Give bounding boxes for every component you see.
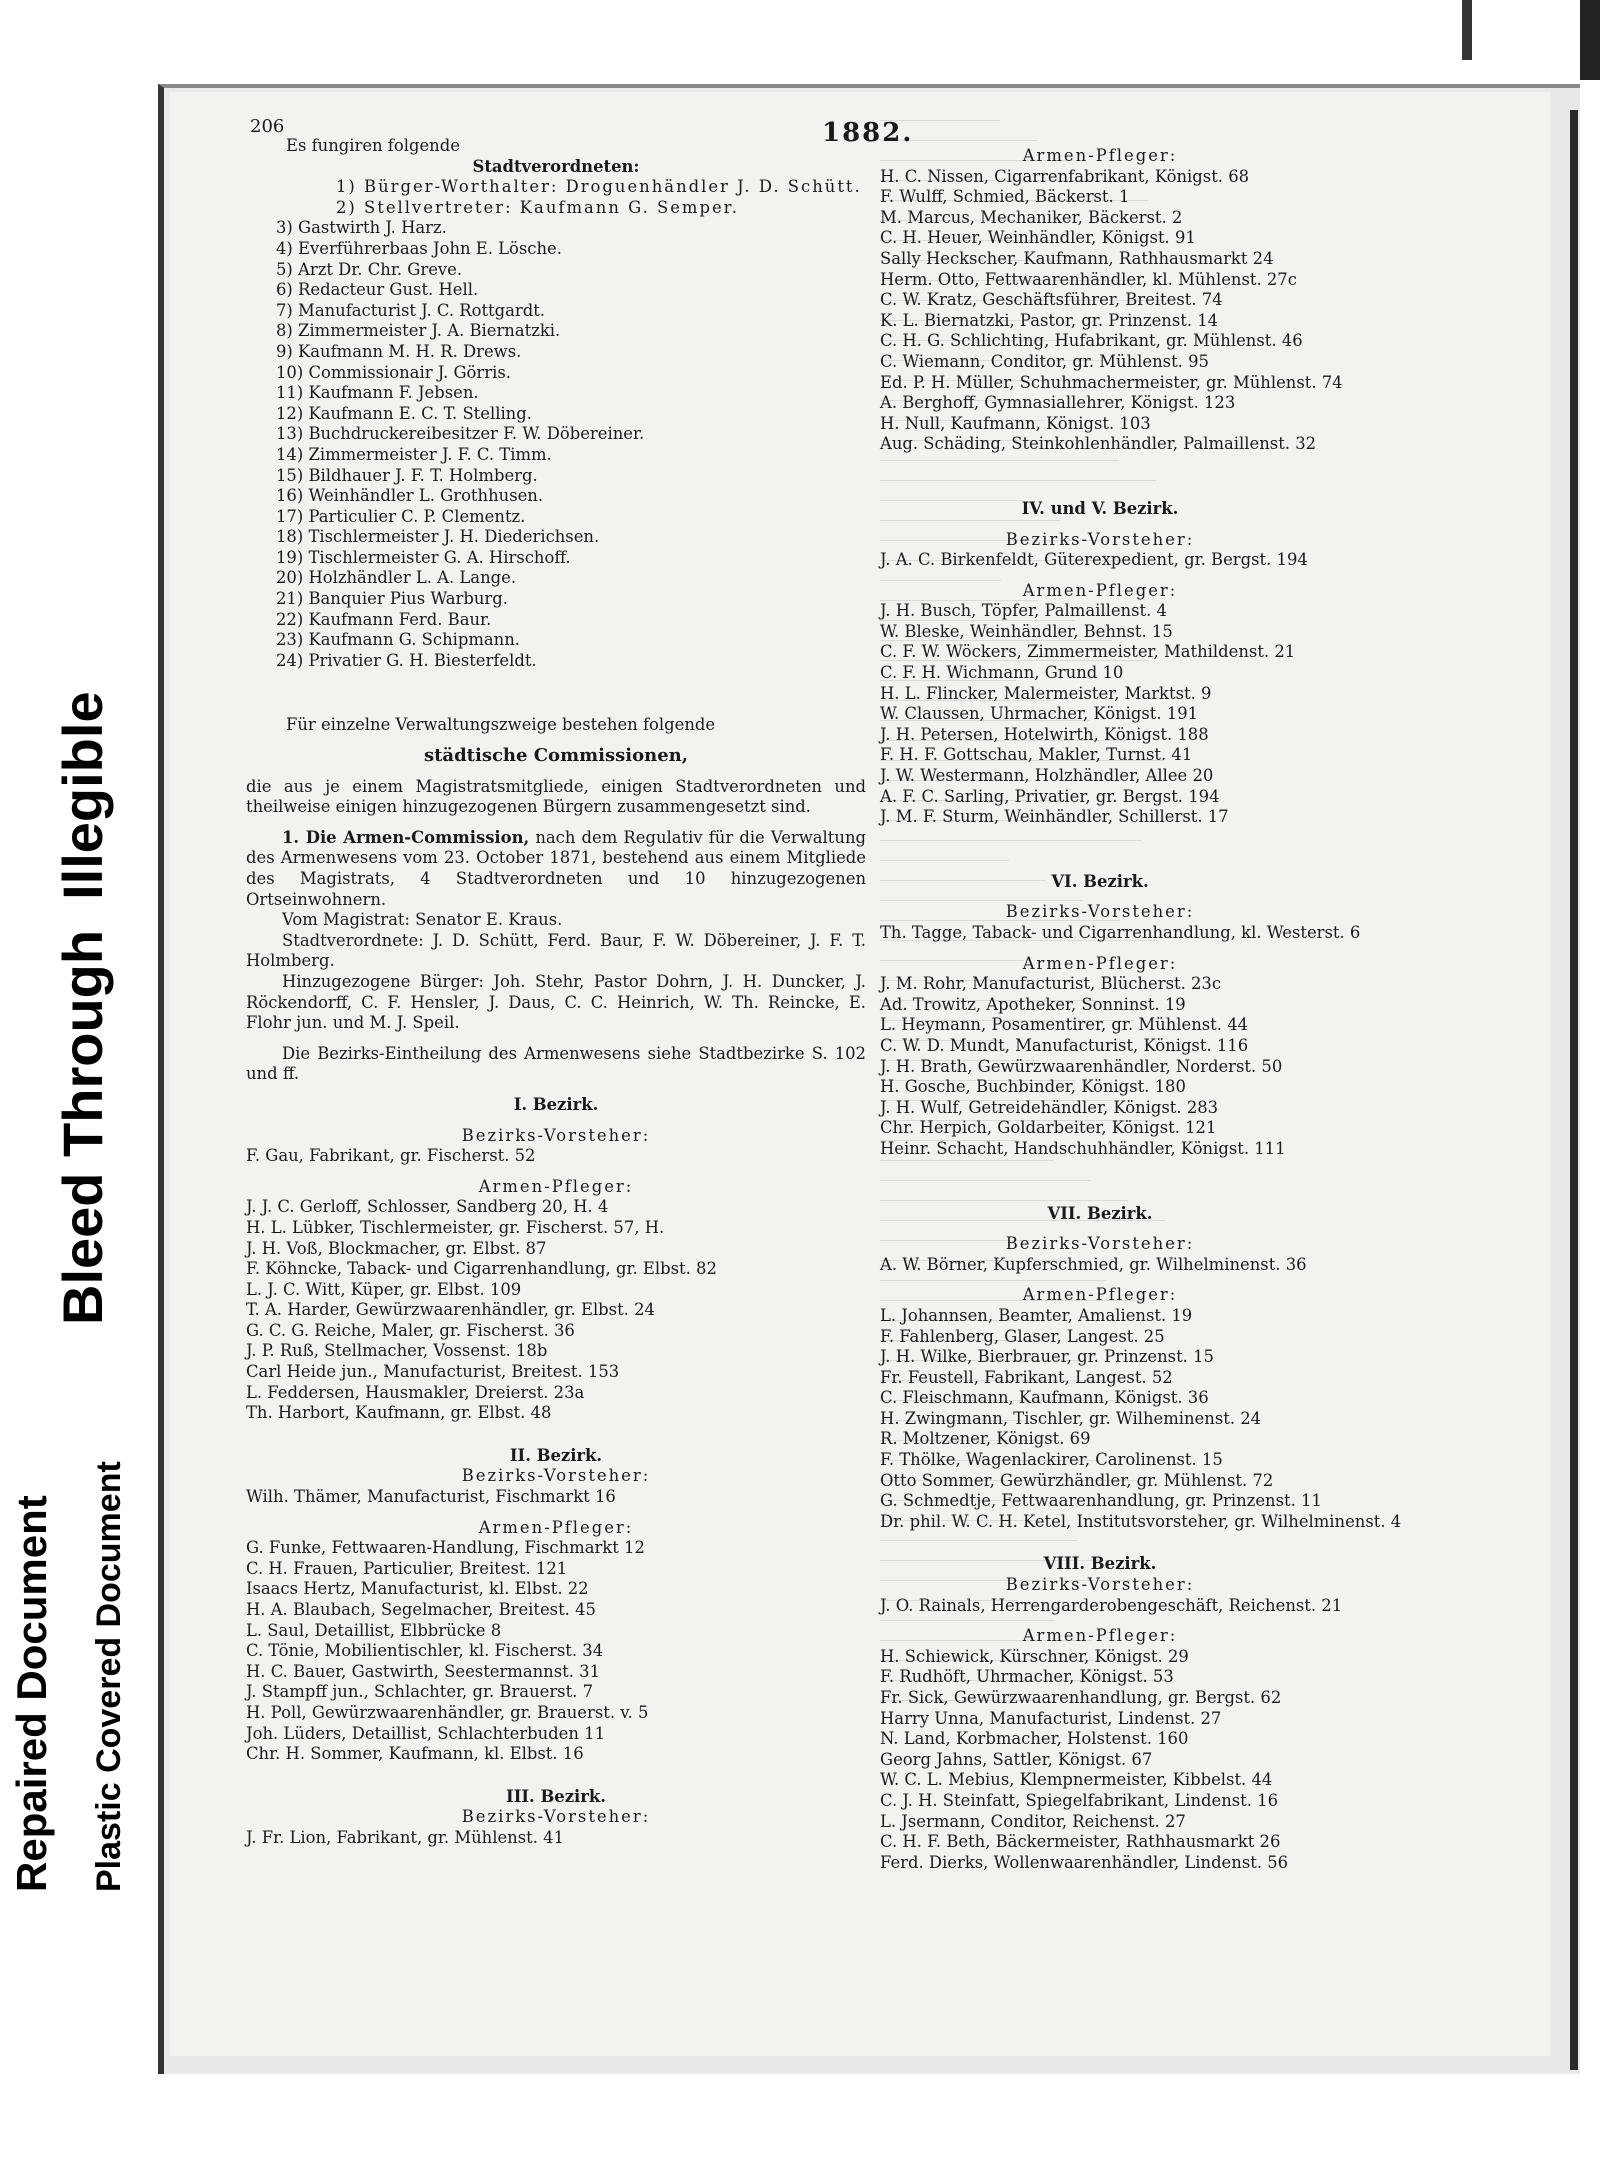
bezirk-2-heading: II. Bezirk.	[509, 1445, 603, 1465]
list-item: F. Wulff, Schmied, Bäckerst. 1	[880, 187, 1130, 207]
list-item: 6) Redacteur Gust. Hell.	[276, 280, 479, 300]
armen-commission-head: 1. Die Armen-Commission,	[282, 827, 530, 847]
list-item: 23) Kaufmann G. Schipmann.	[276, 630, 521, 650]
list-item: M. Marcus, Mechaniker, Bäckerst. 2	[880, 207, 1183, 227]
list-item: H. C. Nissen, Cigarrenfabrikant, Königst. 68	[880, 166, 1250, 186]
bleed-illegible-stamp	[50, 661, 115, 1325]
bezirk-6-vorsteher: Th. Tagge, Taback- und Cigarrenhandlung, kl. Westerst. 6	[880, 923, 1361, 942]
list-item: N. Land, Korbmacher, Holstenst. 160	[880, 1729, 1189, 1749]
bezirk-3-vorsteher: J. Fr. Lion, Fabrikant, gr. Mühlenst. 41	[246, 1827, 564, 1847]
bezirk-2-vorsteher: Wilh. Thämer, Manufacturist, Fischmarkt 16	[246, 1487, 616, 1507]
list-item: C. Tönie, Mobilientischler, kl. Fischerst. 34	[246, 1641, 604, 1661]
list-item: H. L. Lübker, Tischlermeister, gr. Fischerst. 57, H.	[246, 1217, 665, 1237]
plastic-stamp: Plastic Covered Document	[90, 1461, 128, 1892]
list-item: T. A. Harder, Gewürzwaarenhändler, gr. Elbst. 24	[246, 1300, 655, 1320]
list-item: J. P. Ruß, Stellmacher, Vossenst. 18b	[246, 1341, 548, 1361]
list-item: 20) Holzhändler L. A. Lange.	[276, 568, 517, 588]
right-column	[880, 146, 1402, 1873]
list-item: J. Stampff jun., Schlachter, gr. Brauerst. 7	[246, 1682, 594, 1702]
list-item: Fr. Sick, Gewürzwaarenhandlung, gr. Bergst. 62	[880, 1688, 1282, 1707]
list-item: H. Gosche, Buchbinder, Königst. 180	[880, 1077, 1186, 1097]
list-item: J. M. Rohr, Manufacturist, Blücherst. 23c	[880, 974, 1222, 994]
bezirk-45-heading: IV. und V. Bezirk.	[1021, 498, 1179, 518]
list-item: 21) Banquier Pius Warburg.	[276, 589, 508, 609]
kommissionen-desc: die aus je einem Magistratsmitgliede, einigen Stadtverordneten und theilweise einigen hinzugezogenen Bürgern zusammengesetzt sind.	[246, 776, 866, 817]
list-item: H. Poll, Gewürzwaarenhändler, gr. Brauerst. v. 5	[246, 1702, 649, 1722]
bezirks-eintheilung: Die Bezirks-Eintheilung des Armenwesens siehe Stadtbezirke S. 102 und ff.	[246, 1043, 866, 1084]
list-item: Chr. Herpich, Goldarbeiter, Königst. 121	[880, 1118, 1217, 1138]
vom-magistrat: Vom Magistrat: Senator E. Kraus.	[282, 910, 563, 930]
intro-text: Es fungiren folgende	[286, 136, 460, 155]
list-item: F. Fahlenberg, Glaser, Langest. 25	[880, 1326, 1165, 1346]
list-item: 12) Kaufmann E. C. T. Stelling.	[276, 403, 532, 423]
list-item: Heinr. Schacht, Handschuhhändler, Königst. 111	[880, 1138, 1286, 1158]
list-item: 10) Commissionair J. Görris.	[276, 362, 511, 382]
list-item: C. H. Frauen, Particulier, Breitest. 121	[246, 1558, 568, 1578]
list-item: 17) Particulier C. P. Clementz.	[276, 506, 526, 526]
list-item: C. Fleischmann, Kaufmann, Königst. 36	[880, 1388, 1209, 1408]
bezirk-1-pfleger-heading: Armen-Pfleger:	[478, 1176, 634, 1196]
list-item: J. J. C. Gerloff, Schlosser, Sandberg 20, H. 4	[246, 1197, 609, 1217]
illegible-label: Illegible	[51, 691, 114, 900]
member-list	[246, 218, 866, 671]
stadtverordnete-heading: Stadtverordneten:	[472, 156, 640, 176]
list-item: 5) Arzt Dr. Chr. Greve.	[276, 259, 463, 279]
list-item: L. Johannsen, Beamter, Amalienst. 19	[880, 1305, 1193, 1325]
bezirk-8-vorsteher-heading: Bezirks-Vorsteher:	[1005, 1575, 1195, 1595]
bezirk-6-heading: VI. Bezirk.	[1051, 871, 1149, 891]
list-item: C. W. Kratz, Geschäftsführer, Breitest. 74	[880, 290, 1223, 310]
armen-commission-para	[246, 828, 866, 910]
bezirk-45-pfleger-heading: Armen-Pfleger:	[1022, 580, 1178, 600]
list-item: Ed. P. H. Müller, Schuhmachermeister, gr. Mühlenst. 74	[880, 372, 1343, 392]
list-item: J. H. Brath, Gewürzwaarenhändler, Norderst. 50	[880, 1056, 1283, 1076]
list-item: H. Schiewick, Kürschner, Königst. 29	[880, 1646, 1189, 1666]
bezirk-45-vorsteher: J. A. C. Birkenfeldt, Güterexpedient, gr. Bergst. 194	[880, 550, 1308, 570]
list-item: Otto Sommer, Gewürzhändler, gr. Mühlenst. 72	[880, 1470, 1274, 1490]
list-item: Aug. Schäding, Steinkohlenhändler, Palmaillenst. 32	[880, 434, 1317, 454]
bezirk-1-heading: I. Bezirk.	[513, 1094, 599, 1114]
stadtverordnete-list: Stadtverordnete: J. D. Schütt, Ferd. Baur, F. W. Döbereiner, J. F. T. Holmberg.	[246, 930, 866, 971]
list-item: 15) Bildhauer J. F. T. Holmberg.	[276, 465, 538, 485]
list-item: J. H. Voß, Blockmacher, gr. Elbst. 87	[246, 1238, 547, 1258]
bezirk-45-vorsteher-heading: Bezirks-Vorsteher:	[1005, 529, 1195, 549]
bezirk-3-heading: III. Bezirk.	[506, 1786, 606, 1806]
bezirk-6-pfleger-list	[880, 974, 1320, 1159]
list-item: J. W. Westermann, Holzhändler, Allee 20	[880, 766, 1214, 786]
list-item: 4) Everführerbaas John E. Lösche.	[276, 238, 562, 258]
list-item: H. A. Blaubach, Segelmacher, Breitest. 45	[246, 1600, 596, 1619]
list-item: H. C. Bauer, Gastwirth, Seestermannst. 31	[246, 1661, 601, 1681]
list-item: 24) Privatier G. H. Biesterfeldt.	[276, 650, 537, 670]
pfleger-heading: Armen-Pfleger:	[1022, 146, 1178, 165]
list-item: Harry Unna, Manufacturist, Lindenst. 27	[880, 1708, 1222, 1728]
bezirk-8-vorsteher: J. O. Rainals, Herrengarderobengeschäft, Reichenst. 21	[880, 1595, 1343, 1615]
list-item: F. Thölke, Wagenlackirer, Carolinenst. 15	[880, 1450, 1223, 1470]
list-item: 8) Zimmermeister J. A. Biernatzki.	[276, 321, 561, 341]
list-item: 13) Buchdruckereibesitzer F. W. Döbereiner.	[276, 424, 645, 444]
list-item: H. L. Flincker, Malermeister, Marktst. 9	[880, 683, 1212, 703]
list-item: L. J. C. Witt, Küper, gr. Elbst. 109	[246, 1279, 522, 1299]
bezirk-8-pfleger-heading: Armen-Pfleger:	[1022, 1626, 1178, 1646]
bezirk-1-pfleger-list	[246, 1197, 866, 1424]
kommissionen-heading: städtische Commissionen,	[423, 745, 688, 767]
list-item: H. Null, Kaufmann, Königst. 103	[880, 413, 1151, 433]
list-item: 18) Tischlermeister J. H. Diederichsen.	[276, 527, 600, 547]
list-item: G. Funke, Fettwaaren-Handlung, Fischmarkt 12	[246, 1538, 645, 1558]
list-item: Joh. Lüders, Detaillist, Schlachterbuden 11	[246, 1723, 606, 1743]
list-item: 3) Gastwirth J. Harz.	[276, 218, 447, 238]
list-item: Herm. Otto, Fettwaarenhändler, kl. Mühlenst. 27c	[880, 269, 1297, 289]
list-item: Ferd. Dierks, Wollenwaarenhändler, Lindenst. 56	[880, 1852, 1289, 1872]
list-item: F. Rudhöft, Uhrmacher, Königst. 53	[880, 1667, 1174, 1687]
year-heading: 1882.	[822, 118, 914, 148]
repaired-stamp: Repaired Document	[8, 1495, 55, 1892]
scan-artifact	[1462, 0, 1472, 60]
bezirk-1-vorsteher: F. Gau, Fabrikant, gr. Fischerst. 52	[246, 1146, 536, 1166]
list-item: G. Schmedtje, Fettwaarenhandlung, gr. Prinzenst. 11	[880, 1491, 1322, 1511]
list-item: A. F. C. Sarling, Privatier, gr. Bergst. 194	[880, 786, 1220, 806]
list-item: W. Claussen, Uhrmacher, Königst. 191	[880, 704, 1199, 724]
list-item: Georg Jahns, Sattler, Königst. 67	[880, 1749, 1153, 1769]
list-item: Sally Heckscher, Kaufmann, Rathhausmarkt 24	[880, 248, 1274, 268]
list-item: W. C. L. Mebius, Klempnermeister, Kibbelst. 44	[880, 1770, 1273, 1790]
list-item: 2) Stellvertreter: Kaufmann G. Semper.	[336, 197, 739, 217]
armen-commission-text: nach dem Regulativ für die Verwaltung des Armenwesens vom 23. October 1871, bestehend aus einem Mitgliede des Magistrats, 4 Stadtverordneten und 10 hinzugezogenen Ortseinwohnern.	[246, 827, 866, 909]
list-item: J. H. Busch, Töpfer, Palmaillenst. 4	[880, 601, 1167, 621]
list-item: Dr. phil. W. C. H. Ketel, Institutsvorsteher, gr. Wilhelminenst. 4	[880, 1511, 1402, 1531]
list-item: F. Köhncke, Taback- und Cigarrenhandlung, gr. Elbst. 82	[246, 1259, 717, 1279]
bezirk-7-heading: VII. Bezirk.	[1047, 1203, 1153, 1223]
list-item: A. Berghoff, Gymnasiallehrer, Königst. 123	[880, 393, 1236, 413]
list-item: C. H. Heuer, Weinhändler, Königst. 91	[880, 228, 1196, 248]
list-item: 22) Kaufmann Ferd. Baur.	[276, 609, 492, 629]
list-item: 19) Tischlermeister G. A. Hirschoff.	[276, 547, 571, 567]
list-item: G. C. G. Reiche, Maler, gr. Fischerst. 36	[246, 1320, 575, 1340]
list-item: J. H. Wulf, Getreidehändler, Königst. 283	[880, 1097, 1219, 1117]
hinzugezogene-buerger: Hinzugezogene Bürger: Joh. Stehr, Pastor Dohrn, J. H. Duncker, J. Röckendorff, C. F. Hensler, J. Daus, C. C. Heinrich, W. Th. Reincke, E. Flohr jun. und M. J. Speil.	[246, 971, 866, 1033]
list-item: Isaacs Hertz, Manufacturist, kl. Elbst. 22	[246, 1579, 589, 1599]
list-item: L. Heymann, Posamentirer, gr. Mühlenst. 44	[880, 1015, 1249, 1035]
bezirk-7-vorsteher: A. W. Börner, Kupferschmied, gr. Wilhelminenst. 36	[880, 1254, 1307, 1274]
list-item: C. J. H. Steinfatt, Spiegelfabrikant, Lindenst. 16	[880, 1790, 1279, 1810]
list-item: 16) Weinhändler L. Grothhusen.	[276, 486, 544, 506]
bezirk-2-vorsteher-heading: Bezirks-Vorsteher:	[461, 1466, 651, 1486]
list-item: H. Zwingmann, Tischler, gr. Wilheminenst. 24	[880, 1408, 1262, 1428]
bezirk-7-vorsteher-heading: Bezirks-Vorsteher:	[1005, 1234, 1195, 1254]
list-item: J. H. Wilke, Bierbrauer, gr. Prinzenst. 15	[880, 1347, 1214, 1367]
list-item: W. Bleske, Weinhändler, Behnst. 15	[880, 621, 1173, 641]
bezirk-8-heading: VIII. Bezirk.	[1043, 1554, 1157, 1574]
list-item: J. H. Petersen, Hotelwirth, Königst. 188	[880, 724, 1209, 744]
list-item: Ad. Trowitz, Apotheker, Sonninst. 19	[880, 994, 1186, 1014]
list-item: R. Moltzener, Königst. 69	[880, 1429, 1091, 1449]
bezirk-8-pfleger-list	[880, 1647, 1320, 1874]
bezirk-6-vorsteher-heading: Bezirks-Vorsteher:	[1005, 902, 1195, 922]
list-item: 14) Zimmermeister J. F. C. Timm.	[276, 444, 552, 464]
list-item: Th. Harbort, Kaufmann, gr. Elbst. 48	[246, 1403, 552, 1423]
bleed-through-label: Bleed Through	[51, 929, 114, 1325]
list-item: F. H. F. Gottschau, Makler, Turnst. 41	[880, 745, 1193, 765]
member-list-top	[336, 177, 866, 218]
page-edge	[1570, 110, 1578, 2070]
list-item: K. L. Biernatzki, Pastor, gr. Prinzenst. 14	[880, 310, 1219, 330]
list-item: 11) Kaufmann F. Jebsen.	[276, 383, 479, 403]
bezirk-1-vorsteher-heading: Bezirks-Vorsteher:	[461, 1125, 651, 1145]
list-item: Carl Heide jun., Manufacturist, Breitest. 153	[246, 1362, 620, 1382]
list-item: 1) Bürger-Worthalter: Droguenhändler J. D. Schütt.	[336, 177, 862, 197]
list-item: 9) Kaufmann M. H. R. Drews.	[276, 341, 522, 361]
list-item: L. Feddersen, Hausmakler, Dreierst. 23a	[246, 1382, 585, 1402]
bezirk-2-pfleger-list	[246, 1538, 866, 1765]
list-item: Chr. H. Sommer, Kaufmann, kl. Elbst. 16	[246, 1744, 584, 1764]
list-item: L. Saul, Detaillist, Elbbrücke 8	[246, 1620, 502, 1640]
list-item: L. Jsermann, Conditor, Reichenst. 27	[880, 1811, 1186, 1831]
list-item: 7) Manufacturist J. C. Rottgardt.	[276, 300, 546, 320]
bezirk-2-pfleger-heading: Armen-Pfleger:	[478, 1517, 634, 1537]
list-item: J. M. F. Sturm, Weinhändler, Schillerst. 17	[880, 807, 1229, 827]
bezirk-45-pfleger-list	[880, 601, 1320, 828]
bezirk-6-pfleger-heading: Armen-Pfleger:	[1022, 953, 1178, 973]
bezirk-3-vorsteher-heading: Bezirks-Vorsteher:	[461, 1807, 651, 1827]
list-item: C. Wiemann, Conditor, gr. Mühlenst. 95	[880, 351, 1209, 371]
list-item: C. F. H. Wichmann, Grund 10	[880, 663, 1124, 683]
bezirk-7-pfleger-heading: Armen-Pfleger:	[1022, 1285, 1178, 1305]
bezirk-7-pfleger-list	[880, 1305, 1402, 1533]
verwaltung-text: Für einzelne Verwaltungszweige bestehen folgende	[286, 715, 716, 735]
pfleger-list-top	[880, 166, 1343, 455]
list-item: Fr. Feustell, Fabrikant, Langest. 52	[880, 1367, 1173, 1387]
list-item: C. W. D. Mundt, Manufacturist, Königst. 116	[880, 1035, 1249, 1055]
left-column	[246, 116, 866, 1849]
scan-artifact	[1580, 0, 1600, 80]
list-item: C. F. W. Wöckers, Zimmermeister, Mathildenst. 21	[880, 642, 1296, 662]
list-item: C. H. G. Schlichting, Hufabrikant, gr. Mühlenst. 46	[880, 331, 1303, 351]
list-item: C. H. F. Beth, Bäckermeister, Rathhausmarkt 26	[880, 1832, 1281, 1852]
page-number: 206	[250, 116, 285, 137]
